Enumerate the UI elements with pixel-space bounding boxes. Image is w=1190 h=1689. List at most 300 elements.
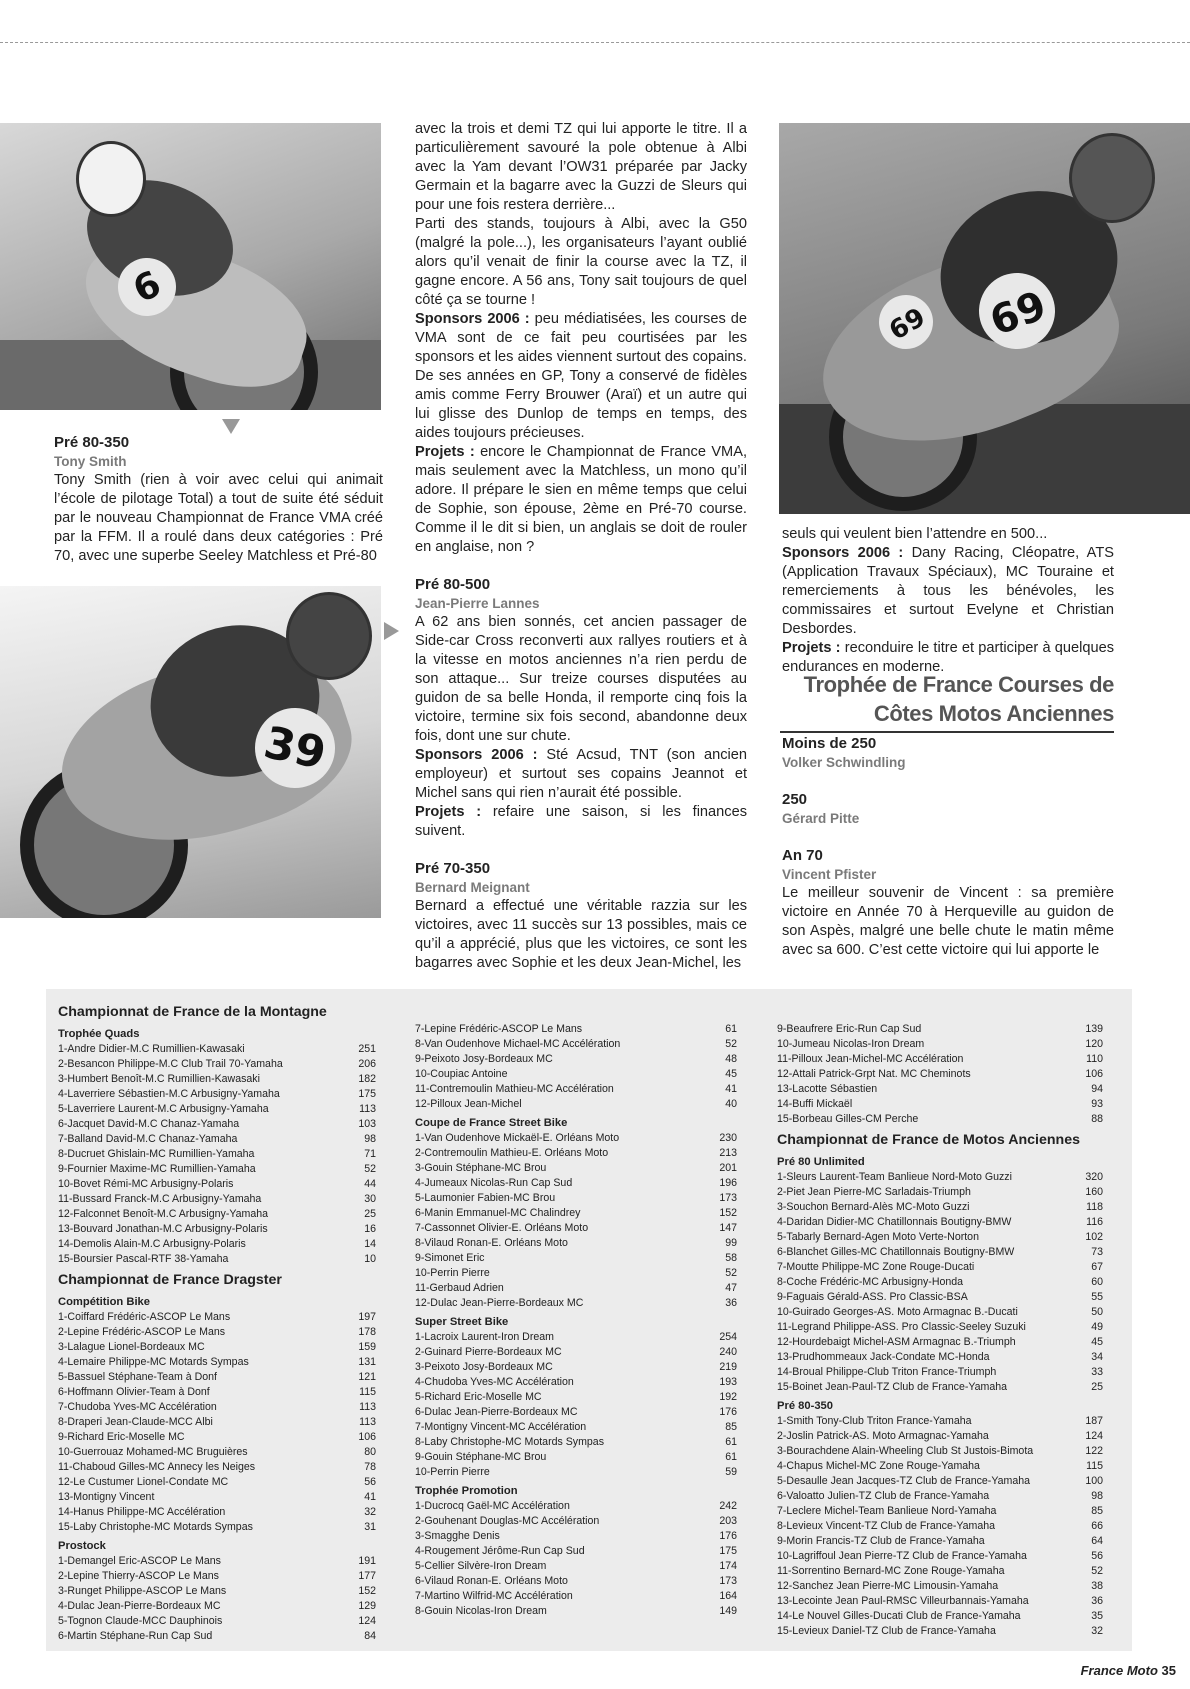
article-column-1 [54, 433, 383, 566]
result-name: 7-Leclere Michel-Team Banlieue Nord-Yamaha [777, 1505, 997, 1517]
result-name: 11-Sorrentino Bernard-MC Zone Rouge-Yamaha [777, 1565, 1005, 1577]
result-points: 25 [1091, 1381, 1103, 1393]
race-number: 6 [108, 248, 185, 325]
result-row [415, 1405, 739, 1420]
result-name: 14-Hanus Philippe-MC Accélération [58, 1506, 226, 1518]
result-points: 50 [1091, 1306, 1103, 1318]
result-points: 173 [719, 1192, 737, 1204]
result-row [58, 1340, 378, 1355]
result-name: 1-Lacroix Laurent-Iron Dream [415, 1331, 554, 1343]
result-name: 3-Bourachdene Alain-Wheeling Club St Justois-Bimota [777, 1445, 1034, 1457]
result-name: 4-Rougement Jérôme-Run Cap Sud [415, 1545, 585, 1557]
result-points: 45 [1091, 1336, 1103, 1348]
result-name: 15-Levieux Daniel-TZ Club de France-Yamaha [777, 1625, 996, 1637]
category-title: Trophée Promotion [415, 1485, 518, 1497]
result-points: 176 [719, 1406, 737, 1418]
result-row [777, 1185, 1105, 1200]
result-points: 193 [719, 1376, 737, 1388]
result-name: 10-Coupiac Antoine [415, 1068, 508, 1080]
result-row [777, 1459, 1105, 1474]
result-row [58, 1102, 378, 1117]
result-points: 31 [364, 1521, 376, 1533]
photo-rider-39 [0, 586, 381, 918]
article-column-3-top [782, 525, 1114, 677]
result-row [58, 1569, 378, 1584]
result-name: 6-Valoatto Julien-TZ Club de France-Yamaha [777, 1490, 990, 1502]
result-points: 45 [725, 1068, 737, 1080]
result-points: 55 [1091, 1291, 1103, 1303]
result-points: 56 [1091, 1550, 1103, 1562]
result-row [58, 1445, 378, 1460]
result-name: 6-Hoffmann Olivier-Team à Donf [58, 1386, 210, 1398]
result-row [415, 1589, 739, 1604]
paragraph: Le meilleur souvenir de Vincent : sa première victoire en Année 70 à Herqueville au guidon de son Aspès, malgré une belle chute le matin même avec sa 600. C’est cette victoire qui lui apporte le [782, 885, 1114, 958]
rider-name: Tony Smith [54, 454, 127, 469]
result-row [777, 1594, 1105, 1609]
result-row [415, 1514, 739, 1529]
result-row [415, 1360, 739, 1375]
result-points: 58 [725, 1252, 737, 1264]
result-name: 3-Smagghe Denis [415, 1530, 500, 1542]
result-name: 1-Coiffard Frédéric-ASCOP Le Mans [58, 1311, 231, 1323]
result-points: 213 [719, 1147, 737, 1159]
result-row [777, 1474, 1105, 1489]
category-title: Prostock [58, 1540, 106, 1552]
result-points: 73 [1091, 1246, 1103, 1258]
result-row [58, 1400, 378, 1415]
result-row [777, 1245, 1105, 1260]
result-points: 47 [725, 1282, 737, 1294]
category-title: Pré 80-350 [777, 1400, 833, 1412]
results-column-1 [58, 999, 378, 1644]
result-points: 78 [364, 1461, 376, 1473]
trophy-title-line: Côtes Motos Anciennes [873, 701, 1114, 726]
section-heading: Pré 70-350 [415, 860, 491, 877]
section-heading: 250 [782, 791, 808, 808]
result-name: 9-Beaufrere Eric-Run Cap Sud [777, 1023, 922, 1035]
results-column-3 [777, 1022, 1105, 1639]
paragraph: avec la trois et demi TZ qui lui apporte le titre. Il a particulièrement savouré la pole obtenue à Albi avec la Yam devant l’OW31 préparée par Jacky Germain et la bagarre avec la Guzzi de Sleurs qui pour une fois restera derrière... [415, 121, 747, 213]
result-row [58, 1072, 378, 1087]
result-name: 2-Contremoulin Mathieu-E. Orléans Moto [415, 1147, 609, 1159]
result-row [58, 1614, 378, 1629]
result-points: 88 [1091, 1113, 1103, 1125]
result-name: 5-Laverriere Laurent-M.C Arbusigny-Yamaha [58, 1103, 269, 1115]
result-row [415, 1146, 739, 1161]
result-points: 197 [358, 1311, 376, 1323]
result-row [415, 1131, 739, 1146]
result-row [415, 1067, 739, 1082]
result-row [58, 1370, 378, 1385]
result-name: 11-Gerbaud Adrien [415, 1282, 504, 1294]
result-points: 35 [1091, 1610, 1103, 1622]
result-row [415, 1529, 739, 1544]
result-name: 9-Richard Eric-Moselle MC [58, 1431, 185, 1443]
result-points: 131 [358, 1356, 376, 1368]
result-name: 10-Perrin Pierre [415, 1267, 490, 1279]
photo-rider-6 [0, 123, 381, 410]
result-points: 36 [1091, 1595, 1103, 1607]
result-points: 120 [1085, 1038, 1103, 1050]
result-name: 12-Attali Patrick-Grpt Nat. MC Cheminots [777, 1068, 971, 1080]
result-points: 115 [1086, 1460, 1103, 1472]
result-points: 240 [719, 1346, 737, 1358]
result-name: 12-Dulac Jean-Pierre-Bordeaux MC [415, 1297, 584, 1309]
result-points: 174 [719, 1560, 737, 1572]
category-title: Trophée Quads [58, 1028, 140, 1040]
result-points: 94 [1091, 1083, 1103, 1095]
result-name: 2-Lepine Frédéric-ASCOP Le Mans [58, 1326, 226, 1338]
photo-helmet [76, 141, 146, 217]
result-row [58, 1415, 378, 1430]
result-points: 124 [1085, 1430, 1103, 1442]
result-row [415, 1296, 739, 1311]
result-name: 4-Chudoba Yves-MC Accélération [415, 1376, 574, 1388]
result-points: 102 [1085, 1231, 1103, 1243]
result-points: 41 [725, 1083, 737, 1095]
result-points: 113 [359, 1401, 376, 1413]
result-row [777, 1504, 1105, 1519]
result-name: 11-Pilloux Jean-Michel-MC Accélération [777, 1053, 964, 1065]
result-points: 52 [364, 1163, 376, 1175]
result-name: 11-Bussard Franck-M.C Arbusigny-Yamaha [58, 1193, 262, 1205]
result-name: 6-Manin Emmanuel-MC Chalindrey [415, 1207, 581, 1219]
result-name: 8-Levieux Vincent-TZ Club de France-Yamaha [777, 1520, 996, 1532]
result-row [415, 1161, 739, 1176]
category-title: Compétition Bike [58, 1296, 150, 1308]
result-row [777, 1275, 1105, 1290]
result-points: 201 [719, 1162, 737, 1174]
result-row [58, 1192, 378, 1207]
result-points: 48 [725, 1053, 737, 1065]
result-name: 14-Le Nouvel Gilles-Ducati Club de France-Yamaha [777, 1610, 1021, 1622]
result-points: 118 [1086, 1201, 1103, 1213]
result-name: 13-Bouvard Jonathan-M.C Arbusigny-Polaris [58, 1223, 268, 1235]
result-row [777, 1037, 1105, 1052]
result-name: 5-Richard Eric-Moselle MC [415, 1391, 542, 1403]
photo-helmet [286, 592, 372, 680]
result-points: 61 [725, 1023, 737, 1035]
result-name: 5-Tognon Claude-MCC Dauphinois [58, 1615, 223, 1627]
result-points: 25 [364, 1208, 376, 1220]
result-points: 64 [1091, 1535, 1103, 1547]
result-row [415, 1544, 739, 1559]
section-heading: An 70 [782, 847, 823, 864]
section-heading: Pré 80-350 [54, 434, 130, 451]
result-name: 4-Daridan Didier-MC Chatillonnais Boutigny-BMW [777, 1216, 1012, 1228]
result-row [415, 1221, 739, 1236]
paragraph-projects: Projets : refaire une saison, si les finances suivent. [415, 804, 747, 839]
result-name: 7-Montigny Vincent-MC Accélération [415, 1421, 587, 1433]
result-points: 38 [1091, 1580, 1103, 1592]
result-points: 106 [1085, 1068, 1103, 1080]
result-points: 80 [364, 1446, 376, 1458]
result-row [58, 1584, 378, 1599]
result-row [415, 1499, 739, 1514]
result-row [58, 1147, 378, 1162]
result-name: 15-Laby Christophe-MC Motards Sympas [58, 1521, 253, 1533]
result-row [777, 1564, 1105, 1579]
result-points: 152 [358, 1585, 376, 1597]
result-row [415, 1465, 739, 1480]
result-name: 12-Falconnet Benoît-M.C Arbusigny-Yamaha [58, 1208, 269, 1220]
result-points: 44 [364, 1178, 376, 1190]
result-name: 1-Ducrocq Gaël-MC Accélération [415, 1500, 570, 1512]
result-row [777, 1082, 1105, 1097]
result-name: 5-Laumonier Fabien-MC Brou [415, 1192, 556, 1204]
result-name: 6-Dulac Jean-Pierre-Bordeaux MC [415, 1406, 578, 1418]
result-row [58, 1430, 378, 1445]
top-dashed-rule [0, 42, 1190, 43]
result-row [58, 1177, 378, 1192]
result-name: 4-Dulac Jean-Pierre-Bordeaux MC [58, 1600, 221, 1612]
paragraph-projects: Projets : reconduire le titre et participer à quelques endurances en moderne. [782, 640, 1115, 675]
caption-arrow-down [222, 419, 240, 434]
result-row [58, 1087, 378, 1102]
result-row [777, 1489, 1105, 1504]
result-name: 1-Van Oudenhove Mickaël-E. Orléans Moto [415, 1132, 620, 1144]
paragraph: Bernard a effectué une véritable razzia sur les victoires, avec 11 succès sur 13 possibles, mais ce qu’il a apprécié, plus que les victoires, ce sont les bagarres avec Sophie et les deux Jean-Michel, les [415, 898, 747, 971]
result-row [58, 1222, 378, 1237]
result-name: 1-Smith Tony-Club Triton France-Yamaha [777, 1415, 972, 1427]
result-row [777, 1112, 1105, 1127]
result-row [58, 1629, 378, 1644]
result-row [415, 1574, 739, 1589]
category-title: Pré 80 Unlimited [777, 1156, 865, 1168]
result-points: 191 [358, 1555, 376, 1567]
result-points: 113 [359, 1103, 376, 1115]
result-row [777, 1579, 1105, 1594]
paragraph: Parti des stands, toujours à Albi, avec la G50 (malgré la pole...), les organisateurs l’ayant oublié alors qu’il venait de finir la course avec la TZ, il gagne encore. A 56 ans, Tony sait toujours de quel côté ça se tourne ! [415, 216, 747, 308]
result-name: 11-Contremoulin Mathieu-MC Accélération [415, 1083, 614, 1095]
result-name: 12-Pilloux Jean-Michel [415, 1098, 522, 1110]
result-row [777, 1022, 1105, 1037]
result-points: 175 [719, 1545, 737, 1557]
photo-helmet [1069, 133, 1155, 223]
result-row [58, 1237, 378, 1252]
result-name: 13-Prudhommeaux Jack-Condate MC-Honda [777, 1351, 990, 1363]
result-row [777, 1414, 1105, 1429]
result-row [415, 1345, 739, 1360]
results-column-2 [415, 1022, 739, 1619]
result-name: 9-Morin Francis-TZ Club de France-Yamaha [777, 1535, 985, 1547]
result-name: 14-Demolis Alain-M.C Arbusigny-Polaris [58, 1238, 246, 1250]
result-name: 13-Montigny Vincent [58, 1491, 155, 1503]
rider-name: Bernard Meignant [415, 880, 530, 895]
result-row [777, 1200, 1105, 1215]
result-name: 4-Lemaire Philippe-MC Motards Sympas [58, 1356, 249, 1368]
result-row [58, 1505, 378, 1520]
result-row [415, 1604, 739, 1619]
race-number: 69 [968, 262, 1065, 359]
result-name: 3-Lalague Lionel-Bordeaux MC [58, 1341, 205, 1353]
result-name: 6-Blanchet Gilles-MC Chatillonnais Boutigny-BMW [777, 1246, 1015, 1258]
result-row [58, 1355, 378, 1370]
result-points: 32 [364, 1506, 376, 1518]
result-name: 7-Balland David-M.C Chanaz-Yamaha [58, 1133, 238, 1145]
section-heading: Moins de 250 [782, 735, 877, 752]
result-name: 2-Besancon Philippe-M.C Club Trail 70-Yamaha [58, 1058, 283, 1070]
result-row [58, 1325, 378, 1340]
result-row [777, 1350, 1105, 1365]
result-name: 6-Jacquet David-M.C Chanaz-Yamaha [58, 1118, 240, 1130]
result-name: 9-Simonet Eric [415, 1252, 485, 1264]
result-name: 2-Piet Jean Pierre-MC Sarladais-Triumph [777, 1186, 971, 1198]
result-name: 15-Boursier Pascal-RTF 38-Yamaha [58, 1253, 229, 1265]
result-name: 14-Broual Philippe-Club Triton France-Triumph [777, 1366, 997, 1378]
result-name: 8-Laby Christophe-MC Motards Sympas [415, 1436, 604, 1448]
result-points: 219 [719, 1361, 737, 1373]
result-points: 106 [358, 1431, 376, 1443]
result-row [777, 1215, 1105, 1230]
result-name: 8-Ducruet Ghislain-MC Rumillien-Yamaha [58, 1148, 255, 1160]
result-name: 11-Chaboud Gilles-MC Annecy les Neiges [58, 1461, 256, 1473]
result-points: 175 [358, 1088, 376, 1100]
result-points: 52 [1091, 1565, 1103, 1577]
result-row [777, 1170, 1105, 1185]
result-row [415, 1450, 739, 1465]
result-name: 5-Desaulle Jean Jacques-TZ Club de France-Yamaha [777, 1475, 1030, 1487]
result-points: 178 [358, 1326, 376, 1338]
result-name: 3-Gouin Stéphane-MC Brou [415, 1162, 547, 1174]
result-name: 6-Martin Stéphane-Run Cap Sud [58, 1630, 213, 1642]
result-points: 10 [364, 1253, 376, 1265]
result-points: 187 [1085, 1415, 1103, 1427]
result-name: 10-Guerrouaz Mohamed-MC Bruguières [58, 1446, 248, 1458]
result-points: 61 [725, 1436, 737, 1448]
result-row [415, 1206, 739, 1221]
result-row [415, 1375, 739, 1390]
section-heading: Pré 80-500 [415, 576, 491, 593]
result-points: 66 [1091, 1520, 1103, 1532]
result-points: 159 [358, 1341, 376, 1353]
result-points: 98 [364, 1133, 376, 1145]
result-row [58, 1385, 378, 1400]
result-points: 40 [725, 1098, 737, 1110]
result-points: 67 [1091, 1261, 1103, 1273]
result-row [58, 1132, 378, 1147]
race-number-side: 69 [869, 285, 943, 359]
result-points: 149 [719, 1605, 737, 1617]
page-number: 35 [1161, 1663, 1176, 1678]
race-number: 39 [248, 701, 343, 796]
result-row [58, 1117, 378, 1132]
result-row [415, 1266, 739, 1281]
result-points: 129 [358, 1600, 376, 1612]
result-row [415, 1420, 739, 1435]
result-name: 7-Martino Wilfrid-MC Accélération [415, 1590, 573, 1602]
result-points: 16 [364, 1223, 376, 1235]
result-points: 71 [364, 1148, 376, 1160]
championship-title: Championnat de France de Motos Anciennes [777, 1132, 1080, 1148]
result-points: 254 [719, 1331, 737, 1343]
result-row [415, 1281, 739, 1296]
category-title: Coupe de France Street Bike [415, 1117, 568, 1129]
result-points: 33 [1091, 1366, 1103, 1378]
result-row [777, 1230, 1105, 1245]
result-points: 100 [1085, 1475, 1103, 1487]
result-points: 59 [725, 1466, 737, 1478]
result-name: 6-Vilaud Ronan-E. Orléans Moto [415, 1575, 568, 1587]
result-name: 12-Sanchez Jean Pierre-MC Limousin-Yamaha [777, 1580, 999, 1592]
result-name: 3-Runget Philippe-ASCOP Le Mans [58, 1585, 227, 1597]
result-row [415, 1097, 739, 1112]
result-name: 13-Lecointe Jean Paul-RMSC Villeurbannais-Yamaha [777, 1595, 1029, 1607]
caption-arrow-right [384, 622, 399, 640]
result-row [58, 1520, 378, 1535]
magazine-brand: France Moto [1080, 1663, 1158, 1678]
result-name: 1-Sleurs Laurent-Team Banlieue Nord-Moto Guzzi [777, 1171, 1012, 1183]
result-name: 1-Demangel Eric-ASCOP Le Mans [58, 1555, 221, 1567]
result-name: 13-Lacotte Sébastien [777, 1083, 878, 1095]
result-points: 192 [719, 1391, 737, 1403]
result-points: 56 [364, 1476, 376, 1488]
result-points: 320 [1085, 1171, 1103, 1183]
result-row [415, 1191, 739, 1206]
result-points: 206 [358, 1058, 376, 1070]
result-row [777, 1609, 1105, 1624]
result-points: 173 [719, 1575, 737, 1587]
result-name: 10-Jumeau Nicolas-Iron Dream [777, 1038, 925, 1050]
result-name: 5-Bassuel Stéphane-Team à Donf [58, 1371, 217, 1383]
result-row [58, 1490, 378, 1505]
result-points: 103 [358, 1118, 376, 1130]
result-points: 60 [1091, 1276, 1103, 1288]
result-name: 10-Bovet Rémi-MC Arbusigny-Polaris [58, 1178, 234, 1190]
result-row [415, 1435, 739, 1450]
result-name: 8-Draperi Jean-Claude-MCC Albi [58, 1416, 213, 1428]
result-row [58, 1162, 378, 1177]
result-points: 41 [364, 1491, 376, 1503]
result-name: 7-Chudoba Yves-MC Accélération [58, 1401, 217, 1413]
result-name: 9-Peixoto Josy-Bordeaux MC [415, 1053, 553, 1065]
result-points: 147 [719, 1222, 737, 1234]
result-points: 176 [719, 1530, 737, 1542]
photo-rider-69 [779, 123, 1190, 514]
result-row [777, 1290, 1105, 1305]
paragraph: Tony Smith (rien à voir avec celui qui animait l’école de pilotage Total) a tout de suite été séduit par le nouveau Championnat de France VMA créé par la FFM. Il a roulé dans deux catégories : Pré 70, avec une superbe Seeley Matchless et Pré-80 [54, 472, 383, 564]
result-points: 52 [725, 1267, 737, 1279]
result-points: 98 [1091, 1490, 1103, 1502]
result-points: 49 [1091, 1321, 1103, 1333]
result-row [58, 1460, 378, 1475]
result-name: 9-Fournier Maxime-MC Rumillien-Yamaha [58, 1163, 256, 1175]
result-name: 2-Joslin Patrick-AS. Moto Armagnac-Yamaha [777, 1430, 989, 1442]
result-name: 2-Gouhenant Douglas-MC Accélération [415, 1515, 600, 1527]
result-name: 4-Laverriere Sébastien-M.C Arbusigny-Yamaha [58, 1088, 280, 1100]
result-points: 52 [725, 1038, 737, 1050]
result-row [58, 1554, 378, 1569]
result-row [58, 1475, 378, 1490]
result-name: 3-Humbert Benoît-M.C Rumillien-Kawasaki [58, 1073, 260, 1085]
paragraph: A 62 ans bien sonnés, cet ancien passager de Side-car Cross reconverti aux rallyes routiers et à la vitesse en motos anciennes n’a rien perdu de son attaque... Sur treize courses disputées au guidon de sa belle Honda, il remporte cinq fois la victoire, termine six fois second, abandonne deux fois, dont une sur chute. [415, 614, 747, 744]
result-name: 9-Faguais Gérald-ASS. Pro Classic-BSA [777, 1291, 968, 1303]
article-column-3-bottom [782, 734, 1114, 960]
result-points: 85 [725, 1421, 737, 1433]
rider-name: Volker Schwindling [782, 755, 906, 770]
paragraph-sponsors: Sponsors 2006 : Dany Racing, Cléopatre, ATS (Application Travaux Spéciaux), MC Touraine et remerciements à tous les bénévoles, les commissaires et surtout Evelyne et Christian Desbordes. [782, 545, 1114, 637]
paragraph-sponsors: Sponsors 2006 : peu médiatisées, les courses de VMA sont de ce fait peu courtisées par les sponsors et les aides viennent surtout des copains. De ses années en GP, Tony a conservé de fidèles amis comme Ferry Brouwer (Araï) et un autre qui lui glisse des Dunlop de temps en temps, des aides toujours précieuses. [415, 311, 747, 441]
result-row [777, 1067, 1105, 1082]
result-row [777, 1052, 1105, 1067]
result-name: 4-Chapus Michel-MC Zone Rouge-Yamaha [777, 1460, 980, 1472]
result-points: 116 [1086, 1216, 1103, 1228]
result-points: 115 [359, 1386, 376, 1398]
rider-name: Vincent Pfister [782, 867, 877, 882]
article-column-2 [415, 120, 747, 973]
result-name: 15-Boinet Jean-Paul-TZ Club de France-Yamaha [777, 1381, 1008, 1393]
result-name: 10-Guirado Georges-AS. Moto Armagnac B.-Ducati [777, 1306, 1018, 1318]
